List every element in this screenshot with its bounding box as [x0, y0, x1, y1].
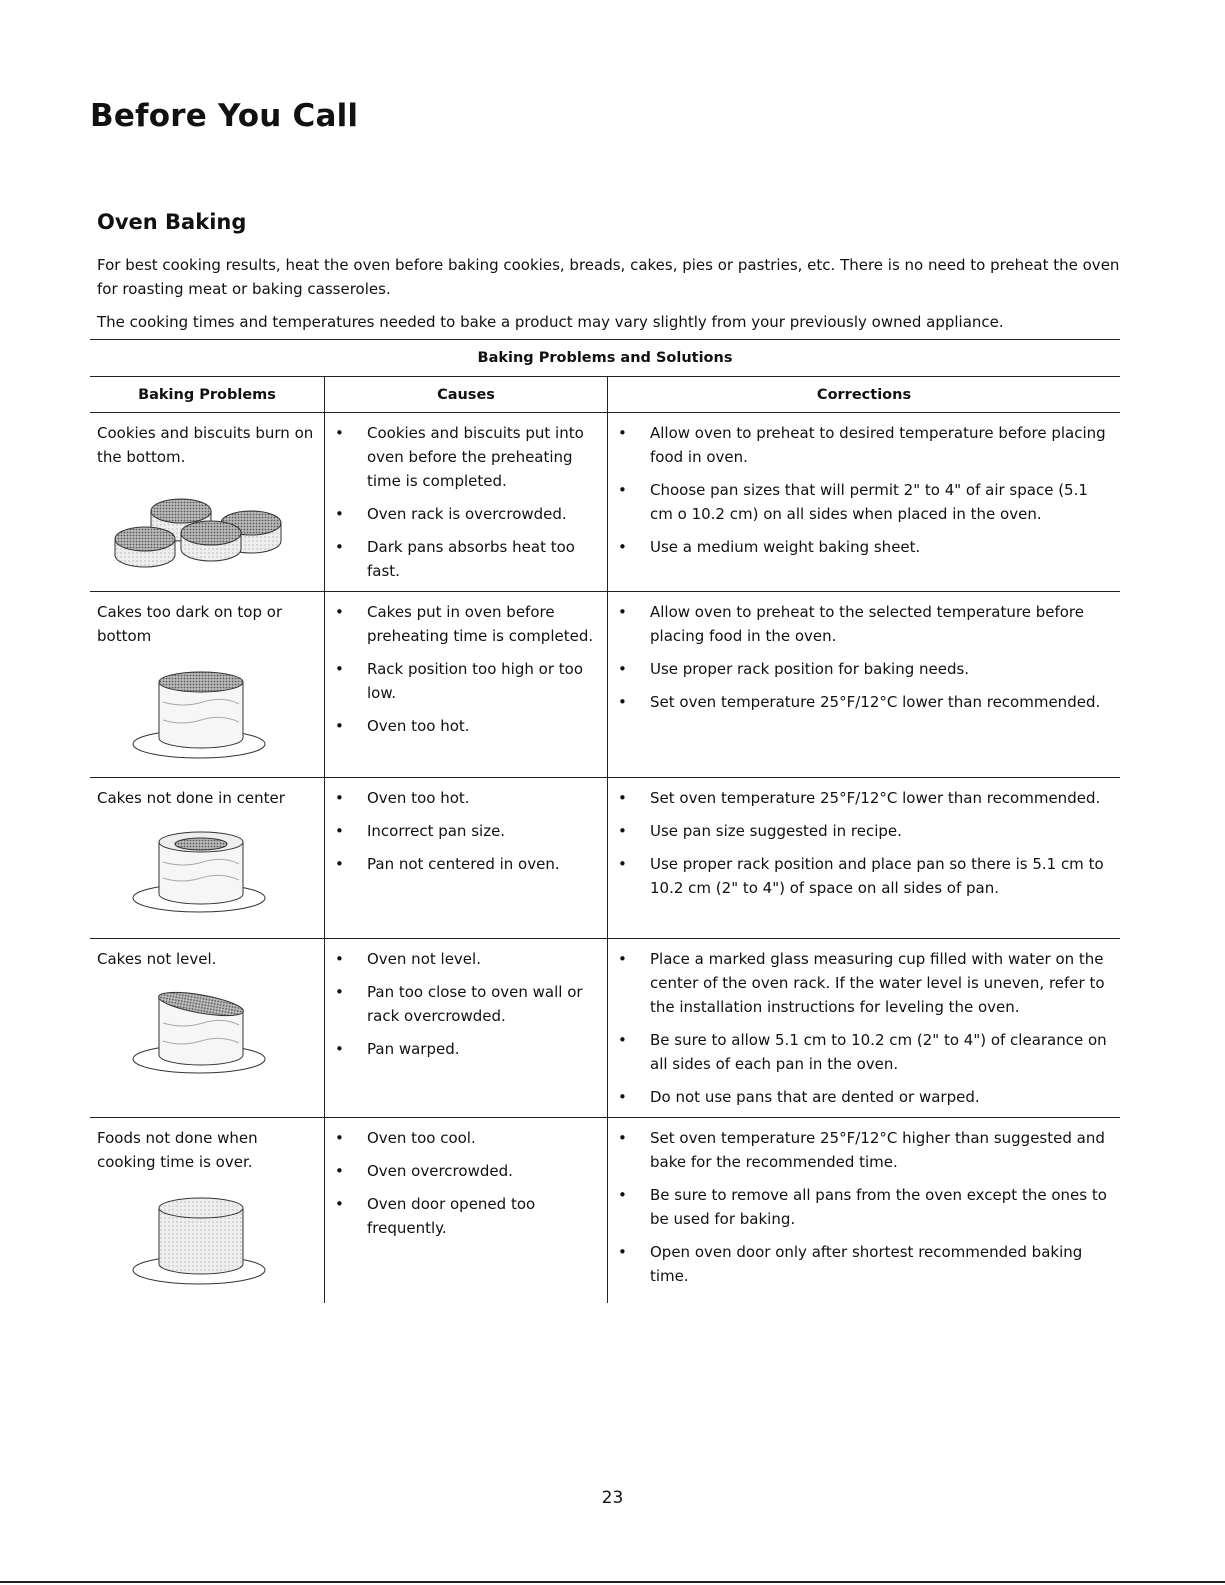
pale-cake-icon — [111, 1188, 320, 1295]
correction-item: • Allow oven to preheat to desired temperature before placing food in oven. — [608, 421, 1120, 469]
correction-item: • Set oven temperature 25°F/12°C higher than suggested and bake for the recommended time. — [608, 1126, 1120, 1174]
cause-item: • Incorrect pan size. — [325, 819, 607, 843]
bottom-rule — [0, 1581, 1225, 1583]
table-row — [90, 592, 1120, 778]
correction-item: • Place a marked glass measuring cup filled with water on the center of the oven rack. If the water level is uneven, refer to the installation instructions for leveling the oven. — [608, 947, 1120, 1019]
column-header-causes: Causes — [325, 377, 608, 413]
column-header-problems: Baking Problems — [90, 377, 325, 413]
intro-paragraph: The cooking times and temperatures needed to bake a product may vary slightly from your previously owned appliance. — [97, 313, 1004, 331]
corrections-cell — [608, 413, 1121, 592]
correction-item: • Set oven temperature 25°F/12°C lower than recommended. — [608, 690, 1120, 714]
causes-cell — [325, 939, 608, 1118]
cause-item: • Pan not centered in oven. — [325, 852, 607, 876]
correction-item: • Be sure to allow 5.1 cm to 10.2 cm (2" to 4") of clearance on all sides of each pan in the oven. — [608, 1028, 1120, 1076]
correction-item: • Open oven door only after shortest recommended baking time. — [608, 1240, 1120, 1288]
correction-item: • Set oven temperature 25°F/12°C lower than recommended. — [608, 786, 1120, 810]
cause-item: • Oven too hot. — [325, 714, 607, 738]
corrections-cell — [608, 592, 1121, 778]
cause-item: • Dark pans absorbs heat too fast. — [325, 535, 607, 583]
correction-item: • Be sure to remove all pans from the oven except the ones to be used for baking. — [608, 1183, 1120, 1231]
cause-item: • Cookies and biscuits put into oven before the preheating time is completed. — [325, 421, 607, 493]
correction-item: • Use a medium weight baking sheet. — [608, 535, 1120, 559]
problem-cell — [90, 1118, 325, 1304]
cause-item: • Cakes put in oven before preheating time is completed. — [325, 600, 607, 648]
page-number: 23 — [601, 1488, 624, 1508]
corrections-cell — [608, 939, 1121, 1118]
corrections-cell — [608, 778, 1121, 939]
table-caption: Baking Problems and Solutions — [90, 339, 1120, 377]
causes-cell — [325, 413, 608, 592]
tilted-cake-icon — [111, 985, 320, 1084]
causes-cell — [325, 592, 608, 778]
problem-text: Cakes too dark on top or bottom — [97, 603, 283, 645]
cause-item: • Oven rack is overcrowded. — [325, 502, 607, 526]
problem-cell — [90, 592, 325, 778]
correction-item: • Do not use pans that are dented or warped. — [608, 1085, 1120, 1109]
cause-item: • Rack position too high or too low. — [325, 657, 607, 705]
problem-text: Cakes not level. — [97, 950, 217, 968]
correction-item: • Use pan size suggested in recipe. — [608, 819, 1120, 843]
problem-cell — [90, 778, 325, 939]
cause-item: • Pan warped. — [325, 1037, 607, 1061]
correction-item: • Allow oven to preheat to the selected temperature before placing food in the oven. — [608, 600, 1120, 648]
cause-item: • Oven too hot. — [325, 786, 607, 810]
column-header-corrections: Corrections — [608, 377, 1121, 413]
table-row — [90, 778, 1120, 939]
problem-cell — [90, 413, 325, 592]
problem-text: Cookies and biscuits burn on the bottom. — [97, 424, 314, 466]
problem-text: Foods not done when cooking time is over. — [97, 1129, 258, 1171]
problem-text: Cakes not done in center — [97, 789, 285, 807]
page-title: Before You Call — [90, 98, 359, 134]
table-row — [90, 1118, 1120, 1304]
correction-item: • Choose pan sizes that will permit 2" to 4" of air space (5.1 cm o 10.2 cm) on all sides when placed in the oven. — [608, 478, 1120, 526]
cause-item: • Oven overcrowded. — [325, 1159, 607, 1183]
cause-item: • Oven too cool. — [325, 1126, 607, 1150]
correction-item: • Use proper rack position and place pan so there is 5.1 cm to 10.2 cm (2" to 4") of space on all sides of pan. — [608, 852, 1120, 900]
cause-item: • Pan too close to oven wall or rack overcrowded. — [325, 980, 607, 1028]
cause-item: • Oven door opened too frequently. — [325, 1192, 607, 1240]
table-row — [90, 939, 1120, 1118]
corrections-cell — [608, 1118, 1121, 1304]
causes-cell — [325, 778, 608, 939]
sunken-cake-icon — [111, 824, 320, 923]
causes-cell — [325, 1118, 608, 1304]
baking-problems-table — [90, 339, 1120, 1303]
problem-cell — [90, 939, 325, 1118]
cookies-on-pan-icon — [111, 483, 320, 580]
table-row — [90, 413, 1120, 592]
correction-item: • Use proper rack position for baking needs. — [608, 657, 1120, 681]
cause-item: • Oven not level. — [325, 947, 607, 971]
intro-paragraph: For best cooking results, heat the oven before baking cookies, breads, cakes, pies or pastries, etc. There is no need to preheat the oven for roasting meat or baking casseroles. — [97, 256, 1120, 298]
section-title: Oven Baking — [97, 210, 247, 234]
dark-cake-icon — [111, 662, 320, 769]
